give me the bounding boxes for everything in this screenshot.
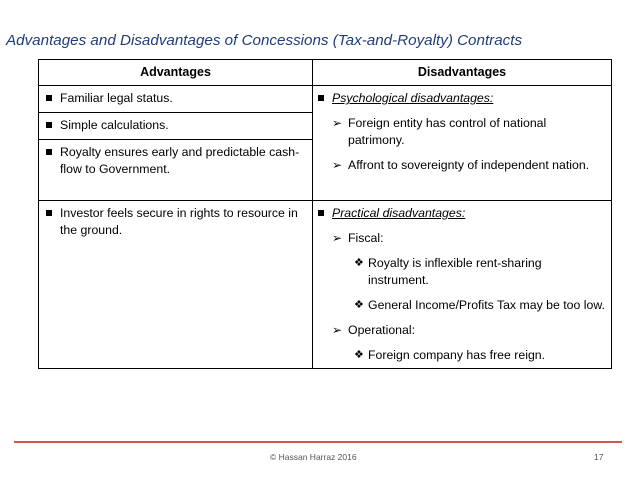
arrow-bullet-icon: ➢ <box>332 116 343 130</box>
practical-heading-text: Practical disadvantages: <box>332 206 466 220</box>
fiscal-label-text: Fiscal: <box>348 231 384 245</box>
operational-label <box>332 322 605 339</box>
psychological-heading <box>318 90 605 107</box>
diamond-bullet-icon: ❖ <box>354 257 364 269</box>
psychological-item-text: Foreign entity has control of national patrimony. <box>348 116 547 147</box>
diamond-bullet-icon: ❖ <box>354 299 364 311</box>
advantage-item <box>46 90 306 107</box>
slide-title: Advantages and Disadvantages of Concessions (Tax-and-Royalty) Contracts <box>6 32 523 49</box>
page-number: 17 <box>594 452 604 462</box>
table-header-row <box>39 60 612 86</box>
square-bullet-icon <box>318 95 324 101</box>
advantage-cell <box>39 86 313 113</box>
operational-label-text: Operational: <box>348 323 415 337</box>
fiscal-item <box>354 297 605 314</box>
advantage-text: Familiar legal status. <box>60 91 173 105</box>
square-bullet-icon <box>318 210 324 216</box>
fiscal-item-text: Royalty is inflexible rent-sharing instrument. <box>368 256 542 287</box>
advantage-cell <box>39 201 313 369</box>
comparison-table <box>38 59 612 369</box>
operational-item-text: Foreign company has free reign. <box>368 348 546 362</box>
advantage-text: Investor feels secure in rights to resource in the ground. <box>60 206 298 237</box>
square-bullet-icon <box>46 122 52 128</box>
diamond-bullet-icon: ❖ <box>354 349 364 361</box>
advantage-cell <box>39 113 313 140</box>
operational-item <box>354 347 605 364</box>
psychological-item-text: Affront to sovereignty of independent nation. <box>348 158 590 172</box>
square-bullet-icon <box>46 95 52 101</box>
advantages-header: Advantages <box>39 60 313 86</box>
disadvantages-header: Disadvantages <box>313 60 612 86</box>
square-bullet-icon <box>46 149 52 155</box>
square-bullet-icon <box>46 210 52 216</box>
psychological-heading-text: Psychological disadvantages: <box>332 91 494 105</box>
advantage-text: Royalty ensures early and predictable cash-flow to Government. <box>60 145 300 176</box>
fiscal-item <box>354 255 605 289</box>
advantage-item <box>46 144 306 178</box>
arrow-bullet-icon: ➢ <box>332 231 343 245</box>
arrow-bullet-icon: ➢ <box>332 323 343 337</box>
arrow-bullet-icon: ➢ <box>332 158 343 172</box>
advantage-cell <box>39 140 313 201</box>
advantage-text: Simple calculations. <box>60 118 169 132</box>
advantage-item <box>46 205 306 239</box>
table-row <box>39 201 612 369</box>
advantage-item <box>46 117 306 134</box>
footer-author: © Hassan Harraz 2016 <box>270 452 357 462</box>
fiscal-label <box>332 230 605 247</box>
table-row <box>39 86 612 113</box>
psychological-item <box>332 157 605 174</box>
practical-disadvantages-cell <box>313 201 612 369</box>
psychological-disadvantages-cell <box>313 86 612 201</box>
fiscal-item-text: General Income/Profits Tax may be too low. <box>368 298 605 312</box>
psychological-item <box>332 115 605 149</box>
footer-divider <box>14 441 622 443</box>
practical-heading <box>318 205 605 222</box>
